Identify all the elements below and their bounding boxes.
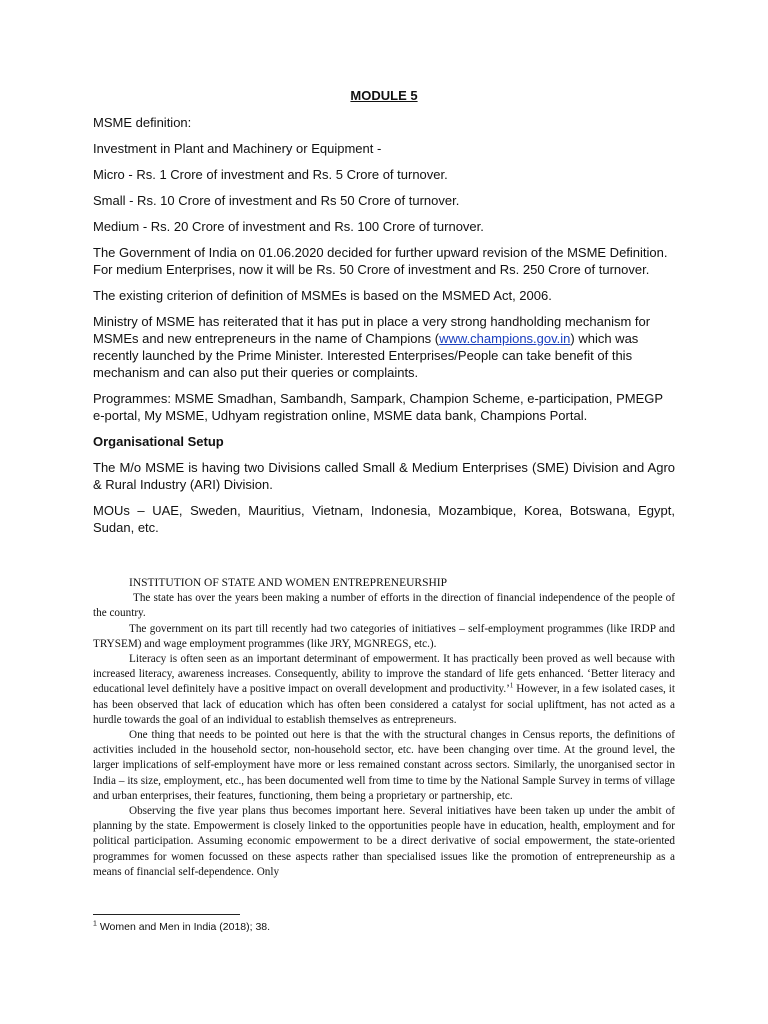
paragraph-mous: MOUs – UAE, Sweden, Mauritius, Vietnam, Indonesia, Mozambique, Korea, Botswana, Egypt, Sudan, etc. (93, 503, 675, 535)
champions-text-start: Ministry of MSME has reiterated that it has put in place a very strong handholding mechanism for MSMEs and new entrepreneurs in the name of Champions ( (93, 314, 651, 346)
institution-paragraph-2: The government on its part till recently had two categories of initiatives – self-employment programmes (like IRDP and TRYSEM) and wage employment programmes (like JRY, MGNREGS, etc.). (93, 622, 675, 650)
institution-paragraph-5: Observing the five year plans thus becomes important here. Several initiatives have been taken up under the ambit of planning by the state. Empowerment is closely linked to the opportunities people have in education, health, employment and for political participation. Assuming economic empowerment to be a direct derivative of social empowerment, the state-oriented programmes for women focussed on these aspects rather than specialised issues like the promotion of entrepreneurship as a means of financial self-dependence. Only (93, 805, 675, 878)
footnote-marker: 1 (93, 920, 97, 928)
heading-organisational-setup: Organisational Setup (93, 434, 224, 449)
paragraph-micro: Micro - Rs. 1 Crore of investment and Rs. 5 Crore of turnover. (93, 167, 448, 182)
literacy-text-start: Literacy is often seen as an important determinant of empowerment. It has practically been proved as well because with increased literacy, awareness increases. Consequently, ability to improve the standard of life gets enhanced. ‘Better literacy and educational level definitely have a positive impact on overall development and productivity.’ (93, 653, 675, 696)
page-title: MODULE 5 (350, 88, 418, 103)
paragraph-revision: The Government of India on 01.06.2020 decided for further upward revision of the MSME Definition. For medium Enterprises, now it will be Rs. 50 Crore of investment and Rs. 250 Crore of turnover. (93, 245, 668, 277)
footnote-reference[interactable]: 1 (509, 681, 514, 690)
paragraph-divisions: The M/o MSME is having two Divisions called Small & Medium Enterprises (SME) Division and Agro & Rural Industry (ARI) Division. (93, 460, 675, 492)
footnote-divider (93, 914, 240, 915)
footnote (93, 920, 270, 934)
footnote-text: Women and Men in India (2018); 38. (96, 921, 271, 933)
institution-paragraph-4: One thing that needs to be pointed out here is that the with the structural changes in Census reports, the definitions of activities included in the household sector, non-household sector, etc. have been changing over time. At the ground level, the larger implications of self-employment have more or less remained constant across sectors. Similarly, the unorganised sector in India – its size, employment, etc., has been documented well from time to time by the National Sample Survey in terms of village and urban enterprises, their features, functioning, them being a proprietary or partnership, etc. (93, 729, 675, 802)
paragraph-small: Small - Rs. 10 Crore of investment and Rs 50 Crore of turnover. (93, 193, 460, 208)
paragraph-criterion: The existing criterion of definition of MSMEs is based on the MSMED Act, 2006. (93, 288, 552, 303)
paragraph-programmes: Programmes: MSME Smadhan, Sambandh, Sampark, Champion Scheme, e-participation, PMEGP e-portal, My MSME, Udhyam registration online, MSME data bank, Champions Portal. (93, 391, 663, 423)
paragraph-investment-heading: Investment in Plant and Machinery or Equipment - (93, 141, 382, 156)
literacy-text-end: However, in a few isolated cases, it has been observed that lack of education which has often been considered a catalyst for social upliftment, has not acted as a hurdle towards the goal of an individual to establish themselves as entrepreneurs. (93, 683, 675, 726)
institution-paragraph-1: The state has over the years been making a number of efforts in the direction of financial independence of the people of the country. (93, 592, 675, 620)
paragraph-medium: Medium - Rs. 20 Crore of investment and Rs. 100 Crore of turnover. (93, 219, 484, 234)
institution-section (93, 576, 675, 880)
champions-link[interactable]: www.champions.gov.in (439, 331, 571, 346)
institution-paragraph-3 (93, 652, 675, 728)
champions-text-end: ) which was recently launched by the Prime Minister. Interested Enterprises/People can take benefit of this mechanism and can also put their queries or complaints. (93, 331, 639, 380)
institution-title: INSTITUTION OF STATE AND WOMEN ENTREPRENEURSHIP (129, 577, 447, 589)
msme-section (93, 114, 675, 545)
paragraph-champions (93, 313, 675, 381)
paragraph-msme-definition: MSME definition: (93, 115, 192, 130)
